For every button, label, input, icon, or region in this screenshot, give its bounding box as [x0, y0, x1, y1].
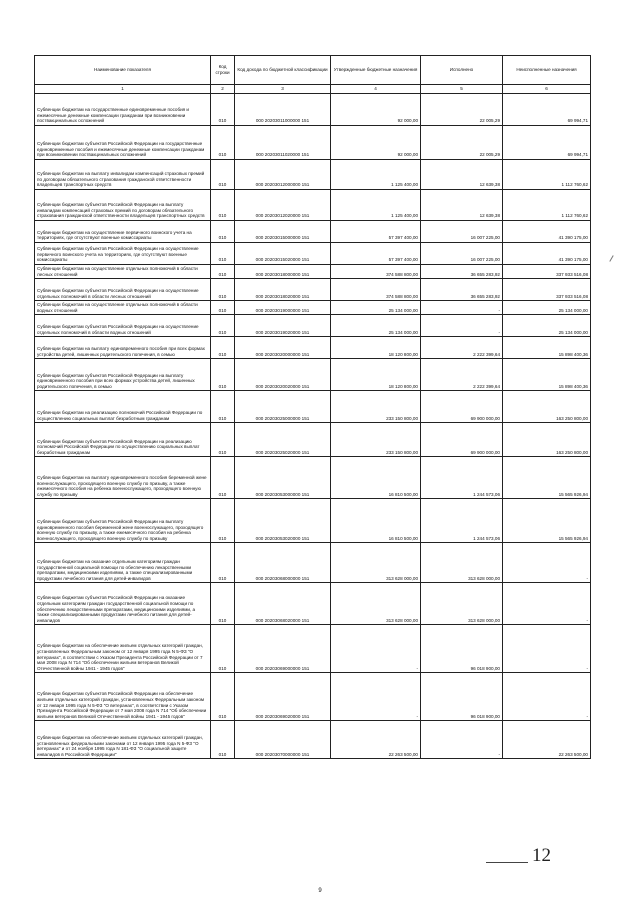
- cell-name: Субвенции бюджетам субъектов Российской Федерации на обеспечение жильем отдельных категорий граждан, установленных Федеральным законом от 12 января 1995 года N 5-ФЗ "О ветеранах", в соответствии с Указом Президента Российской Федерации от 7 мая 2008 года N 714 "Об обеспечении жильем ветеранов Великой Отечественной войны 1941 - 1945 годов": [35, 673, 211, 721]
- cell-line: 010: [211, 499, 235, 543]
- cell-name: Субвенции бюджетам на выплату инвалидам компенсаций страховых премий по договорам обязательного страхования гражданской ответственности владельцев транспортных средств: [35, 160, 211, 190]
- cell-approved: 18 120 800,00: [331, 359, 421, 391]
- cell-executed: 2 222 399,64: [421, 359, 503, 391]
- cell-executed: 16 007 225,00: [421, 243, 503, 265]
- cell-name: Субвенции бюджетам на государственные единовременные пособия и ежемесячные денежные компенсации гражданам при возникновении поствакцинальных осложнений: [35, 94, 211, 126]
- cell-approved: 92 000,00: [331, 94, 421, 126]
- cell-executed: 313 628 000,00: [421, 543, 503, 583]
- cell-unexecuted: 22 263 500,00: [503, 721, 591, 759]
- cell-code: 000 20203011000000 151: [235, 94, 331, 126]
- stamp-number: 12: [532, 845, 551, 866]
- col-index: 6: [503, 85, 591, 94]
- table-row: [35, 301, 591, 315]
- cell-line: 010: [211, 221, 235, 243]
- cell-executed: 36 655 283,92: [421, 265, 503, 279]
- cell-code: 000 20203069000000 151: [235, 625, 331, 673]
- cell-name: Субвенции бюджетам субъектов Российской Федерации на осуществление первичного воинского учета на территориях, где отсутствуют военные комиссариаты: [35, 243, 211, 265]
- cell-code: 000 20203018020000 151: [235, 279, 331, 301]
- cell-unexecuted: 1 112 760,62: [503, 160, 591, 190]
- cell-unexecuted: 69 994,71: [503, 126, 591, 160]
- cell-name: Субвенции бюджетам на обеспечение жильем отдельных категорий граждан, установленных Федеральным законом от 12 января 1995 года N 5-ФЗ "О ветеранах", в соответствии с Указом Президента Российской Федерации от 7 мая 2008 года N 714 "Об обеспечении жильем ветеранов Великой Отечественной войны 1941 - 1945 годов": [35, 625, 211, 673]
- cell-approved: 1 125 400,00: [331, 160, 421, 190]
- cell-name: Субвенции бюджетам субъектов Российской Федерации на государственные единовременные пособия и ежемесячные денежные компенсации гражданам при возникновении поствакцинальных осложнений: [35, 126, 211, 160]
- cell-line: 010: [211, 337, 235, 359]
- table-row: [35, 423, 591, 457]
- cell-line: 010: [211, 279, 235, 301]
- cell-executed: 12 639,38: [421, 190, 503, 221]
- cell-approved: 313 628 000,00: [331, 583, 421, 625]
- cell-code: 000 20203019020000 151: [235, 315, 331, 337]
- table-body: [35, 94, 591, 759]
- cell-code: 000 20203018000000 151: [235, 265, 331, 279]
- cell-unexecuted: 41 390 175,00: [503, 243, 591, 265]
- cell-line: 010: [211, 721, 235, 759]
- cell-executed: 313 628 000,00: [421, 583, 503, 625]
- margin-mark: [609, 255, 613, 262]
- cell-approved: 18 120 800,00: [331, 337, 421, 359]
- cell-unexecuted: 15 898 400,36: [503, 337, 591, 359]
- table-row: [35, 265, 591, 279]
- cell-line: 010: [211, 190, 235, 221]
- cell-executed: 22 005,29: [421, 126, 503, 160]
- cell-code: 000 20203068020000 151: [235, 583, 331, 625]
- cell-unexecuted: 69 994,71: [503, 94, 591, 126]
- cell-approved: 313 628 000,00: [331, 543, 421, 583]
- cell-unexecuted: 15 565 926,94: [503, 499, 591, 543]
- cell-approved: 1 125 400,00: [331, 190, 421, 221]
- cell-unexecuted: 41 390 175,00: [503, 221, 591, 243]
- cell-line: 010: [211, 423, 235, 457]
- table-row: [35, 583, 591, 625]
- cell-executed: 69 900 000,00: [421, 391, 503, 423]
- cell-code: 000 20203025000000 151: [235, 391, 331, 423]
- cell-executed: 12 639,38: [421, 160, 503, 190]
- cell-executed: 1 244 573,06: [421, 499, 503, 543]
- col-header-income-code: Код дохода по бюджетной классификации: [235, 56, 331, 85]
- cell-name: Субвенции бюджетам субъектов Российской Федерации на реализацию полномочий Российской Федерации по осуществлению социальных выплат безработным гражданам: [35, 423, 211, 457]
- table-row: [35, 160, 591, 190]
- stamp-line: [486, 862, 528, 863]
- cell-executed: 36 655 283,92: [421, 279, 503, 301]
- cell-approved: 233 150 800,00: [331, 423, 421, 457]
- cell-code: 000 20203053000000 151: [235, 457, 331, 499]
- table-row: [35, 499, 591, 543]
- report-sheet: [34, 55, 590, 759]
- cell-code: 000 20203053020000 151: [235, 499, 331, 543]
- cell-approved: 92 000,00: [331, 126, 421, 160]
- cell-name: Субвенции бюджетам субъектов Российской Федерации на выплату единовременного пособия при всех формах устройства детей, лишенных родительского попечения, в семью: [35, 359, 211, 391]
- budget-table: [34, 55, 591, 759]
- cell-line: 010: [211, 315, 235, 337]
- cell-unexecuted: -: [503, 543, 591, 583]
- cell-name: Субвенции бюджетам субъектов Российской Федерации на оказание отдельным категориям граждан государственной социальной помощи по обеспечению лекарственными препаратами, медицинскими изделиями, а также специализированными продуктами лечебного питания для детей-инвалидов: [35, 583, 211, 625]
- cell-approved: 374 588 800,00: [331, 265, 421, 279]
- cell-name: Субвенции бюджетам на обеспечение жильем отдельных категорий граждан, установленных федеральными законами от 12 января 1995 года N 5-ФЗ "О ветеранах" и от 24 ноября 1995 года N 181-ФЗ "О социальной защите инвалидов в Российской Федерации": [35, 721, 211, 759]
- cell-line: 010: [211, 126, 235, 160]
- cell-unexecuted: 25 134 000,00: [503, 315, 591, 337]
- cell-unexecuted: -: [503, 583, 591, 625]
- cell-code: 000 20203070000000 151: [235, 721, 331, 759]
- col-header-name: Наименование показателя: [35, 56, 211, 85]
- col-header-approved: Утвержденные бюджетные назначения: [331, 56, 421, 85]
- cell-name: Субвенции бюджетам на осуществление отдельных полномочий в области лесных отношений: [35, 265, 211, 279]
- cell-unexecuted: -: [503, 673, 591, 721]
- cell-name: Субвенции бюджетам на выплату единовременного пособия при всех формах устройства детей, лишенных родительского попечения, в семью: [35, 337, 211, 359]
- page-number: 9: [318, 888, 322, 894]
- cell-line: 010: [211, 265, 235, 279]
- cell-approved: 16 810 500,00: [331, 457, 421, 499]
- cell-line: 010: [211, 243, 235, 265]
- cell-code: 000 20203025020000 151: [235, 423, 331, 457]
- cell-executed: -: [421, 721, 503, 759]
- cell-unexecuted: 163 250 800,00: [503, 423, 591, 457]
- table-row: [35, 721, 591, 759]
- cell-approved: -: [331, 673, 421, 721]
- table-row: [35, 126, 591, 160]
- cell-approved: 57 397 400,00: [331, 243, 421, 265]
- cell-line: 010: [211, 457, 235, 499]
- cell-line: 010: [211, 301, 235, 315]
- cell-line: 010: [211, 583, 235, 625]
- cell-approved: -: [331, 625, 421, 673]
- cell-executed: 2 222 399,64: [421, 337, 503, 359]
- table-row: [35, 221, 591, 243]
- cell-name: Субвенции бюджетам субъектов Российской Федерации на осуществление отдельных полномочий в области водных отношений: [35, 315, 211, 337]
- col-index: 1: [35, 85, 211, 94]
- cell-unexecuted: 15 898 400,36: [503, 359, 591, 391]
- cell-code: 000 20203015000000 151: [235, 221, 331, 243]
- table-row: [35, 315, 591, 337]
- cell-executed: -: [421, 315, 503, 337]
- cell-name: Субвенции бюджетам субъектов Российской Федерации на выплату инвалидам компенсаций страховых премий по договорам обязательного страхования гражданской ответственности владельцев транспортных средств: [35, 190, 211, 221]
- table-row: [35, 279, 591, 301]
- table-row: [35, 673, 591, 721]
- cell-code: 000 20203015020000 151: [235, 243, 331, 265]
- table-row: [35, 359, 591, 391]
- cell-approved: 16 810 500,00: [331, 499, 421, 543]
- cell-name: Субвенции бюджетам субъектов Российской Федерации на выплату единовременного пособия беременной жене военнослужащего, проходящего военную службу по призыву, а также ежемесячного пособия на ребенка военнослужащего, проходящего военную службу по призыву: [35, 499, 211, 543]
- cell-unexecuted: 15 565 926,94: [503, 457, 591, 499]
- cell-executed: 22 005,29: [421, 94, 503, 126]
- cell-unexecuted: 1 112 760,62: [503, 190, 591, 221]
- cell-line: 010: [211, 673, 235, 721]
- table-row: [35, 391, 591, 423]
- table-row: [35, 457, 591, 499]
- header-row: [35, 56, 591, 85]
- cell-name: Субвенции бюджетам на реализацию полномочий Российской Федерации по осуществлению социальных выплат безработным гражданам: [35, 391, 211, 423]
- cell-line: 010: [211, 543, 235, 583]
- cell-name: Субвенции бюджетам на осуществление первичного воинского учета на территориях, где отсутствуют военные комиссариаты: [35, 221, 211, 243]
- col-index: 3: [235, 85, 331, 94]
- table-row: [35, 243, 591, 265]
- cell-code: 000 20203012020000 151: [235, 190, 331, 221]
- cell-executed: 1 244 573,06: [421, 457, 503, 499]
- table-row: [35, 625, 591, 673]
- col-header-unexecuted: Неисполненные назначения: [503, 56, 591, 85]
- cell-executed: -: [421, 301, 503, 315]
- cell-code: 000 20203020020000 151: [235, 359, 331, 391]
- table-row: [35, 337, 591, 359]
- cell-code: 000 20203011020000 151: [235, 126, 331, 160]
- cell-line: 010: [211, 160, 235, 190]
- cell-approved: 233 150 800,00: [331, 391, 421, 423]
- cell-line: 010: [211, 625, 235, 673]
- column-index-row: [35, 85, 591, 94]
- col-index: 4: [331, 85, 421, 94]
- cell-line: 010: [211, 94, 235, 126]
- col-index: 2: [211, 85, 235, 94]
- cell-unexecuted: 337 933 516,08: [503, 265, 591, 279]
- cell-unexecuted: 163 250 800,00: [503, 391, 591, 423]
- cell-approved: 25 134 000,00: [331, 301, 421, 315]
- cell-approved: 22 263 500,00: [331, 721, 421, 759]
- table-row: [35, 543, 591, 583]
- cell-name: Субвенции бюджетам на осуществление отдельных полномочий в области водных отношений: [35, 301, 211, 315]
- cell-unexecuted: 337 933 516,08: [503, 279, 591, 301]
- cell-code: 000 20203019000000 151: [235, 301, 331, 315]
- table-row: [35, 94, 591, 126]
- cell-approved: 374 588 800,00: [331, 279, 421, 301]
- col-index: 5: [421, 85, 503, 94]
- cell-code: 000 20203012000000 151: [235, 160, 331, 190]
- table-row: [35, 190, 591, 221]
- cell-unexecuted: 25 134 000,00: [503, 301, 591, 315]
- col-header-line-code: Код строки: [211, 56, 235, 85]
- cell-approved: 57 397 400,00: [331, 221, 421, 243]
- cell-name: Субвенции бюджетам на выплату единовременного пособия беременной жене военнослужащего, проходящего военную службу по призыву, а также ежемесячного пособия на ребенка военнослужащего, проходящего военную службу по призыву: [35, 457, 211, 499]
- cell-executed: 69 900 000,00: [421, 423, 503, 457]
- cell-name: Субвенции бюджетам субъектов Российской Федерации на осуществление отдельных полномочий в области лесных отношений: [35, 279, 211, 301]
- cell-code: 000 20203020000000 151: [235, 337, 331, 359]
- cell-executed: 96 018 900,00: [421, 625, 503, 673]
- cell-line: 010: [211, 391, 235, 423]
- cell-code: 000 20203069020000 151: [235, 673, 331, 721]
- cell-executed: 16 007 225,00: [421, 221, 503, 243]
- cell-executed: 96 018 900,00: [421, 673, 503, 721]
- cell-line: 010: [211, 359, 235, 391]
- col-header-executed: Исполнено: [421, 56, 503, 85]
- cell-code: 000 20203068000000 151: [235, 543, 331, 583]
- cell-approved: 25 134 000,00: [331, 315, 421, 337]
- cell-unexecuted: -: [503, 625, 591, 673]
- cell-name: Субвенции бюджетам на оказание отдельным категориям граждан государственной социальной помощи по обеспечению лекарственными препаратами, медицинскими изделиями, а также специализированными продуктами лечебного питания для детей-инвалидов: [35, 543, 211, 583]
